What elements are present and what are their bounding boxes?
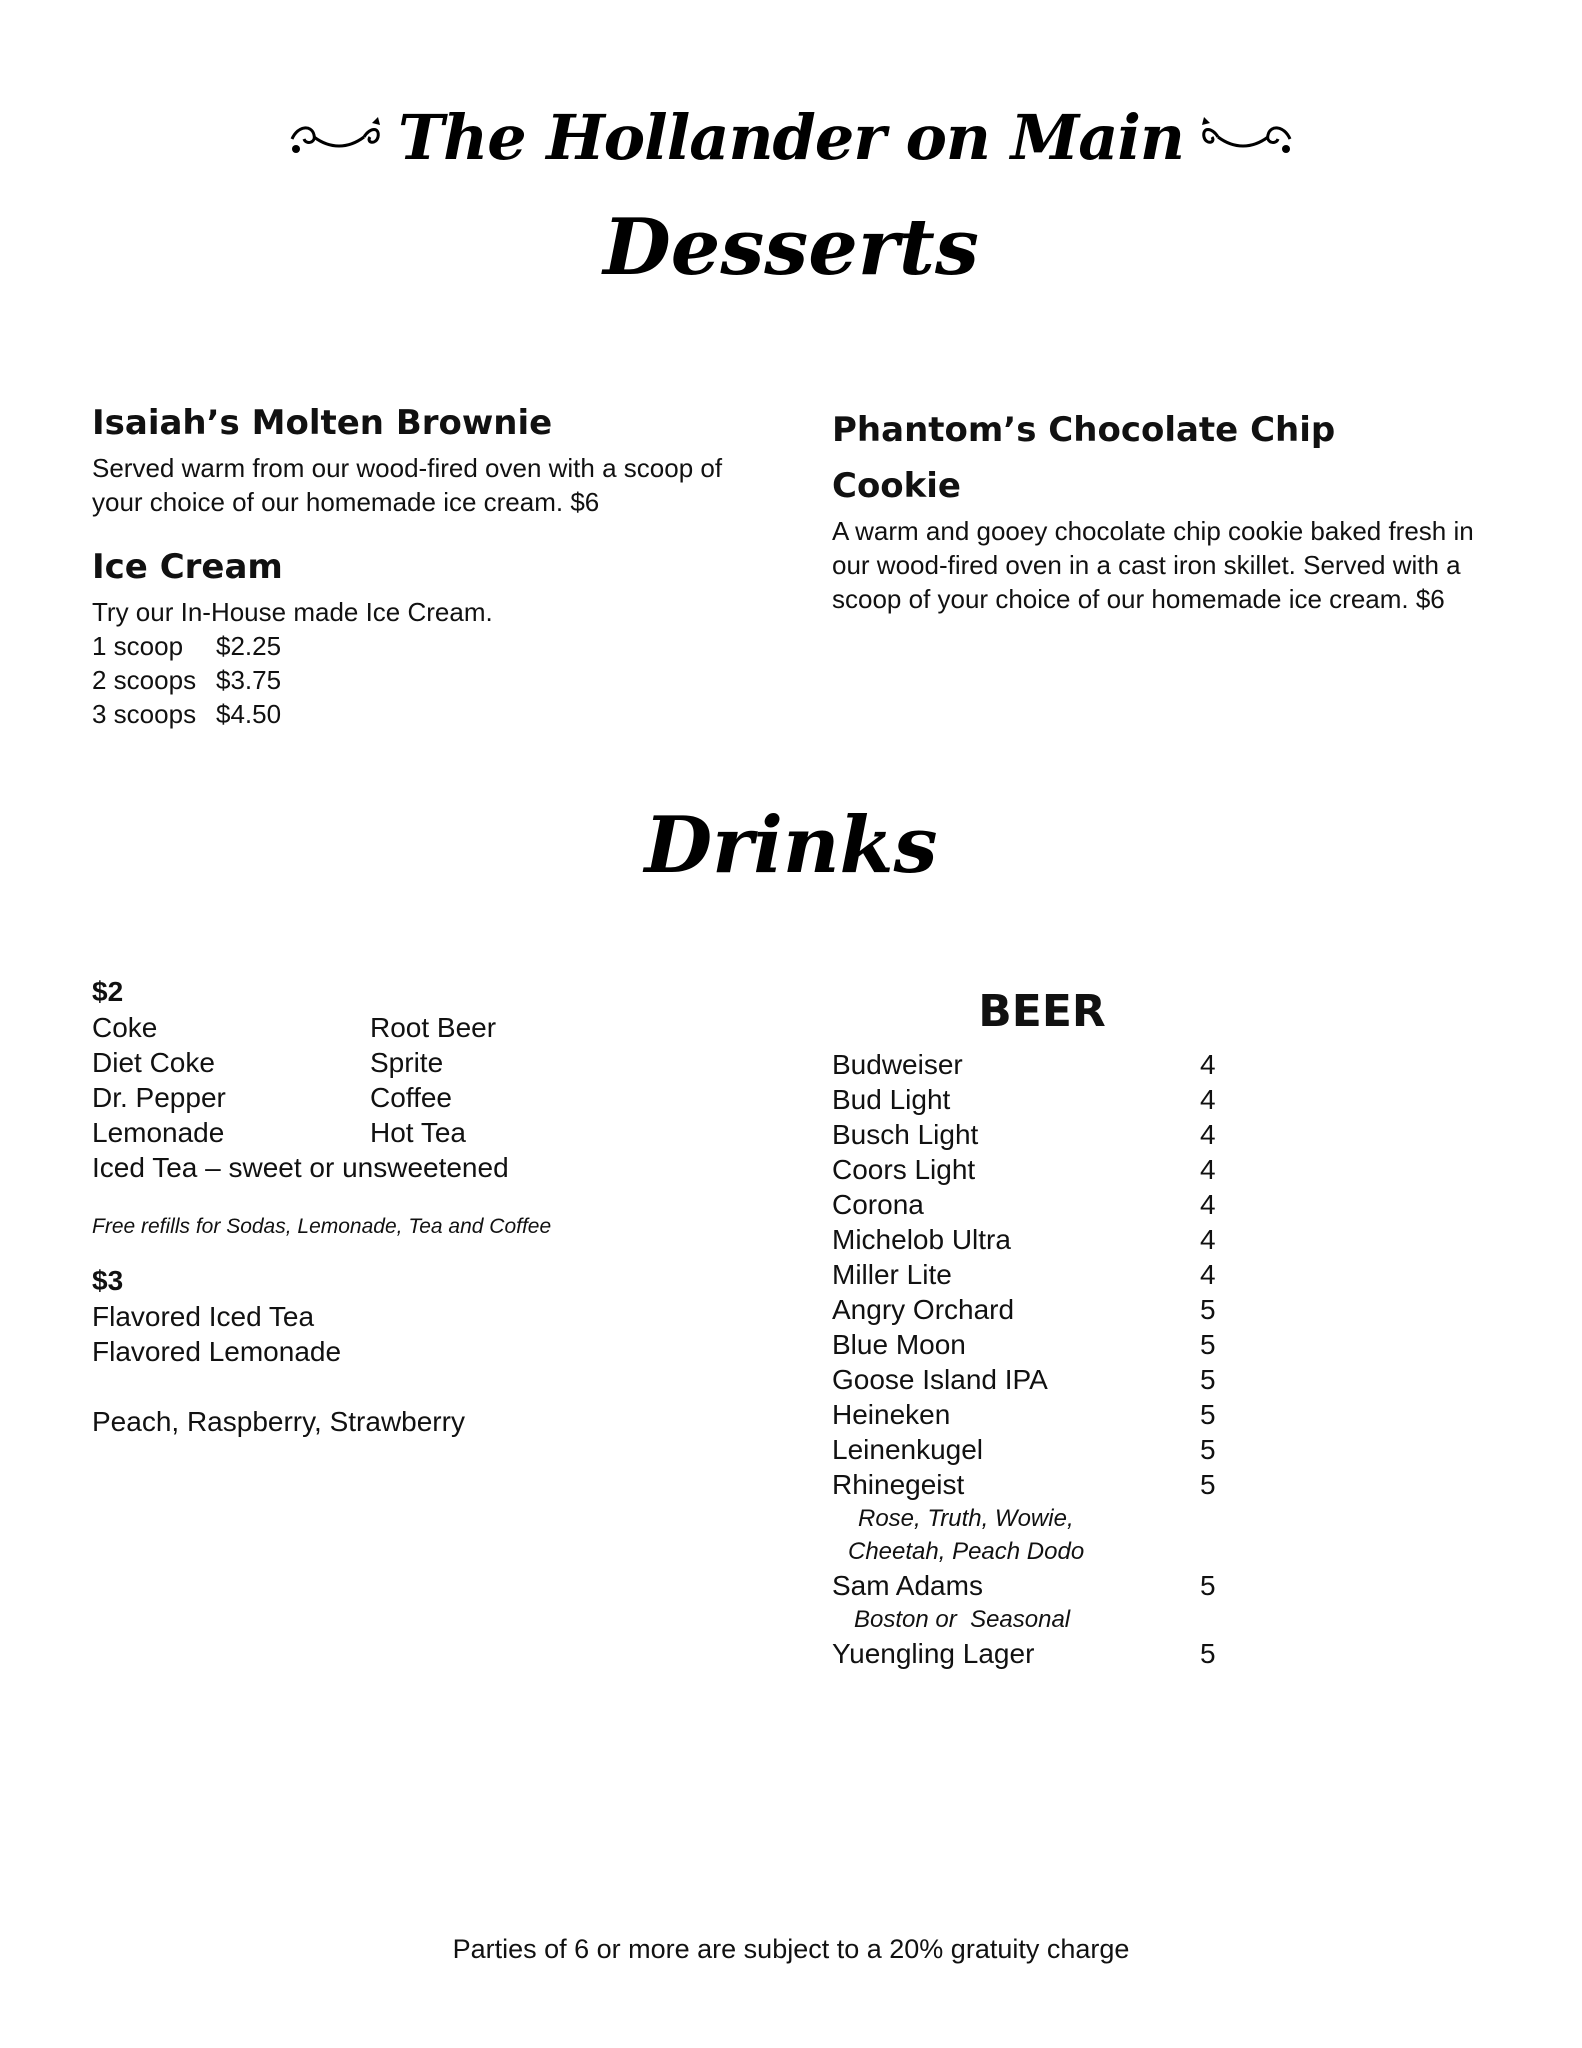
beer-price: 5: [1200, 1399, 1216, 1430]
beer-name: Heineken: [832, 1399, 951, 1430]
rhinegeist-varieties: Rose, Truth, Wowie,: [858, 1505, 1074, 1532]
beer-list: [832, 1047, 1252, 1671]
beer-row: [832, 1327, 1252, 1362]
beer-name: Busch Light: [832, 1119, 979, 1150]
beer-price: 5: [1200, 1329, 1216, 1360]
beer-name: Budweiser: [832, 1049, 963, 1080]
beer-row: [832, 1292, 1252, 1327]
sam-adams-varieties: Boston or Seasonal: [854, 1606, 1071, 1633]
cookie-name-line1: Phantom’s Chocolate Chip: [832, 410, 1336, 450]
ice-cream-intro: Try our In-House made Ice Cream.: [92, 597, 493, 628]
drinks-heading: Drinks: [644, 800, 938, 891]
beer-row: [832, 1222, 1252, 1257]
iced-tea-line: Iced Tea – sweet or unsweetened: [92, 1152, 509, 1183]
ice-cream-item: [92, 548, 752, 731]
beer-name: Rhinegeist: [832, 1469, 965, 1500]
scoop-price: $4.50: [216, 699, 282, 730]
scoop-quantity: 1 scoop: [92, 631, 184, 662]
drink-item: Coke: [92, 1012, 158, 1043]
beer-name: Yuengling Lager: [832, 1638, 1035, 1669]
beer-row: [832, 1082, 1252, 1117]
drink-item: Flavored Iced Tea: [92, 1301, 315, 1332]
beer-price: 4: [1200, 1189, 1216, 1220]
drink-item: Coffee: [370, 1082, 452, 1113]
menu-header: [0, 92, 1582, 182]
scoop-quantity: 2 scoops: [92, 665, 197, 696]
three-dollar-section: [92, 1263, 752, 1439]
beer-row: [832, 1568, 1252, 1603]
brownie-item: [92, 404, 752, 519]
beer-heading: BEER: [978, 986, 1106, 1037]
cookie-name-line2: Cookie: [832, 466, 961, 506]
ice-cream-price-row: [92, 663, 752, 697]
restaurant-name: The Hollander on Main: [397, 100, 1185, 174]
gratuity-note: Parties of 6 or more are subject to a 20% gratuity charge: [452, 1934, 1130, 1964]
drink-item: Dr. Pepper: [92, 1082, 226, 1113]
scoop-price: $2.25: [216, 631, 282, 662]
beer-row: [832, 1397, 1252, 1432]
three-dollar-price: $3: [92, 1265, 124, 1296]
brownie-description: Served warm from our wood-fired oven with a scoop of your choice of our homemade ice cream. $6: [92, 453, 723, 518]
beer-price: 4: [1200, 1259, 1216, 1290]
beer-row: [832, 1467, 1252, 1502]
beer-row: [832, 1362, 1252, 1397]
beer-price: 4: [1200, 1224, 1216, 1255]
beer-price: 5: [1200, 1638, 1216, 1669]
beer-price: 4: [1200, 1119, 1216, 1150]
soft-drinks-section: [92, 974, 752, 1439]
brownie-name: Isaiah’s Molten Brownie: [92, 403, 553, 443]
scoop-price: $3.75: [216, 665, 282, 696]
beer-row: [832, 1432, 1252, 1467]
two-dollar-price: $2: [92, 976, 124, 1007]
scoop-quantity: 3 scoops: [92, 699, 197, 730]
cookie-description: A warm and gooey chocolate chip cookie baked fresh in our wood-fired oven in a cast iron skillet. Served with a scoop of your choice of our homemade ice cream. $6: [832, 516, 1474, 614]
ornamental-flourish-icon: [1198, 115, 1296, 159]
cookie-item: [832, 402, 1492, 616]
beer-row: [832, 1152, 1252, 1187]
desserts-heading: Desserts: [603, 202, 979, 293]
drink-item: Sprite: [370, 1047, 444, 1078]
beer-name: Miller Lite: [832, 1259, 952, 1290]
beer-row: [832, 1047, 1252, 1082]
drink-item: Diet Coke: [92, 1047, 215, 1078]
flavor-options: Peach, Raspberry, Strawberry: [92, 1406, 465, 1437]
beer-price: 4: [1200, 1049, 1216, 1080]
beer-name: Corona: [832, 1189, 924, 1220]
beer-price: 5: [1200, 1294, 1216, 1325]
beer-name: Coors Light: [832, 1154, 976, 1185]
beer-name: Angry Orchard: [832, 1294, 1015, 1325]
beer-name: Sam Adams: [832, 1570, 983, 1601]
beer-row: [832, 1636, 1252, 1671]
beer-name: Leinenkugel: [832, 1434, 984, 1465]
beer-row: [832, 1187, 1252, 1222]
ornamental-flourish-icon: [286, 115, 384, 159]
beer-price: 4: [1200, 1084, 1216, 1115]
beer-price: 5: [1200, 1434, 1216, 1465]
beer-name: Bud Light: [832, 1084, 951, 1115]
rhinegeist-varieties: Cheetah, Peach Dodo: [848, 1538, 1085, 1565]
drink-item: Flavored Lemonade: [92, 1336, 342, 1367]
beer-price: 4: [1200, 1154, 1216, 1185]
beer-price: 5: [1200, 1570, 1216, 1601]
beer-row: [832, 1257, 1252, 1292]
beer-name: Goose Island IPA: [832, 1364, 1048, 1395]
ice-cream-price-row: [92, 697, 752, 731]
beer-name: Michelob Ultra: [832, 1224, 1011, 1255]
beer-price: 5: [1200, 1364, 1216, 1395]
drink-item: Root Beer: [370, 1012, 497, 1043]
drink-item: Hot Tea: [370, 1117, 466, 1148]
refill-note: Free refills for Sodas, Lemonade, Tea and Coffee: [92, 1215, 552, 1238]
ice-cream-price-row: [92, 629, 752, 663]
beer-price: 5: [1200, 1469, 1216, 1500]
beer-row: [832, 1117, 1252, 1152]
drink-item: Lemonade: [92, 1117, 225, 1148]
ice-cream-name: Ice Cream: [92, 547, 283, 587]
beer-name: Blue Moon: [832, 1329, 966, 1360]
